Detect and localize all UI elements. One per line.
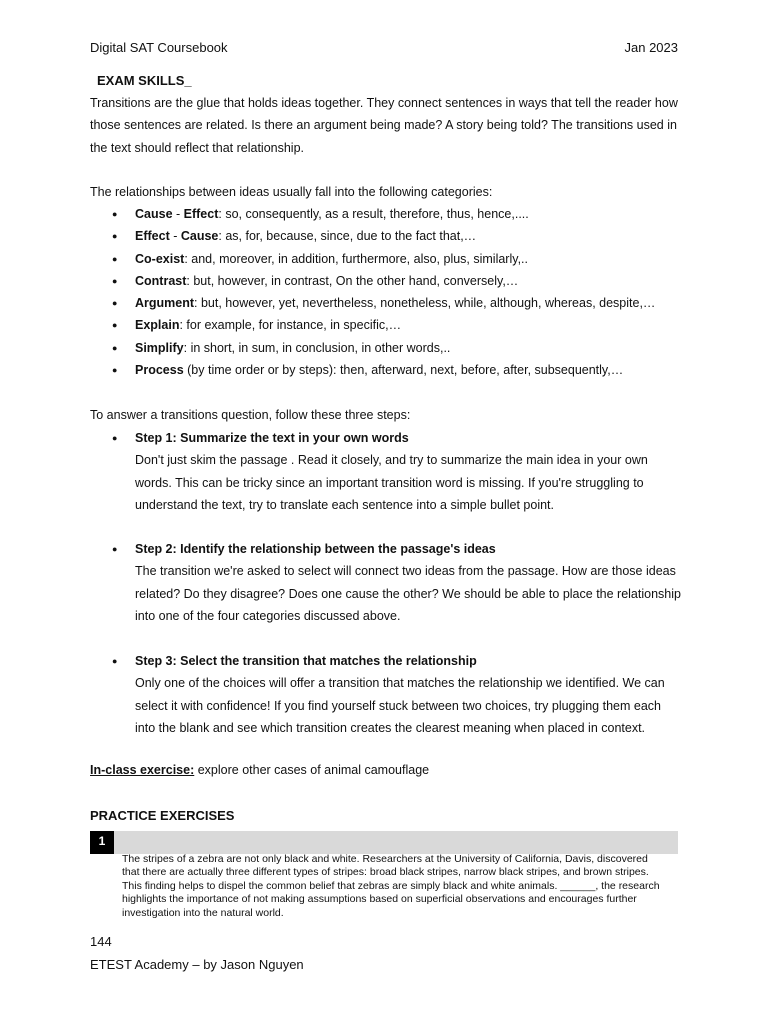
category-name: Explain [135, 318, 180, 333]
category-item [112, 270, 682, 292]
category-desc: : so, consequently, as a result, therefore, thus, hence,.... [218, 207, 529, 221]
category-name: Effect [135, 229, 170, 244]
categories-list [112, 203, 682, 381]
header-date: Jan 2023 [624, 40, 678, 55]
category-name: Simplify [135, 340, 184, 355]
step-title: ● Step 3: Select the transition that matches the relationship [112, 650, 682, 672]
step-body: The transition we're asked to select will connect two ideas from the passage. How are those ideas related? Do they disagree? Does one cause the other? We should be able to place the relationship into one of the four categories discussed above. [135, 564, 681, 623]
in-class-exercise [90, 763, 429, 777]
category-sep: - [169, 229, 181, 244]
exercise-text: The stripes of a zebra are not only black and white. Researchers at the University of California, Davis, discovered that there are actually three different types of stripes: broad black stripes, narrow black stripes, and brown stripes. This finding helps to dispel the common belief that zebras are simply black and white animals. ______, the research highlights the importance of not making assumptions based on superficial observations and encourages further investigation into the natural world. [122, 853, 660, 919]
header-book-title: Digital SAT Coursebook [90, 40, 228, 55]
category-desc: : as, for, because, since, due to the fact that,… [218, 229, 477, 244]
category-name-b: Cause [180, 229, 219, 244]
category-item [112, 248, 682, 270]
in-class-text: explore other cases of animal camouflage [194, 763, 430, 777]
step-body: Don't just skim the passage . Read it closely, and try to summarize the main idea in your own words. This can be tricky since an important transition word is missing. If you're struggling to understand the text, try to translate each sentence into a simple bullet point. [135, 453, 648, 512]
categories-intro: The relationships between ideas usually fall into the following categories: [90, 185, 493, 199]
category-name: Argument [135, 296, 195, 311]
category-name-b: Effect [183, 207, 219, 221]
category-name: Contrast [135, 273, 187, 288]
category-item [112, 292, 682, 314]
category-sep: - [172, 207, 184, 221]
page-number: 144 [90, 934, 112, 949]
section-title: EXAM SKILLS_ [97, 73, 192, 88]
category-desc: : but, however, in contrast, On the other hand, conversely,… [186, 273, 519, 288]
category-desc: : in short, in sum, in conclusion, in other words,.. [183, 340, 451, 355]
category-desc: : but, however, yet, nevertheless, nonetheless, while, although, whereas, despite,… [194, 296, 656, 311]
intro-paragraph: Transitions are the glue that holds ideas together. They connect sentences in ways that tell the reader how those sentences are related. Is there an argument being made? A story being told? The transitions used in the text should reflect that relationship. [90, 96, 678, 155]
category-item [112, 359, 682, 381]
category-desc: : for example, for instance, in specific,… [179, 318, 402, 333]
in-class-label: In-class exercise: [90, 763, 195, 777]
category-item [112, 337, 682, 359]
steps-intro: To answer a transitions question, follow these three steps: [90, 408, 411, 422]
step-1 [112, 427, 682, 516]
category-desc: (by time order or by steps): then, afterward, next, before, after, subsequently,… [183, 363, 624, 378]
step-2 [112, 538, 682, 627]
exercise-number: 1 [90, 831, 114, 854]
step-title: ● Step 1: Summarize the text in your own words [112, 427, 682, 449]
footer-credit: ETEST Academy – by Jason Nguyen [90, 957, 304, 972]
category-item [112, 225, 682, 247]
category-item [112, 314, 682, 336]
category-name: Cause [135, 207, 173, 221]
category-name: Process [135, 363, 184, 378]
practice-title: PRACTICE EXERCISES [90, 808, 235, 823]
step-title: ● Step 2: Identify the relationship between the passage's ideas [112, 538, 682, 560]
exercise-header-bar [90, 831, 678, 854]
step-3 [112, 650, 682, 739]
category-name: Co-exist [135, 251, 185, 266]
step-body: Only one of the choices will offer a transition that matches the relationship we identified. We can select it with confidence! If you find yourself stuck between two choices, try plugging them each into the blank and see which transition creates the clearest meaning when placed in context. [135, 676, 665, 735]
category-item [112, 203, 682, 225]
category-desc: : and, moreover, in addition, furthermore, also, plus, similarly,.. [184, 251, 528, 266]
